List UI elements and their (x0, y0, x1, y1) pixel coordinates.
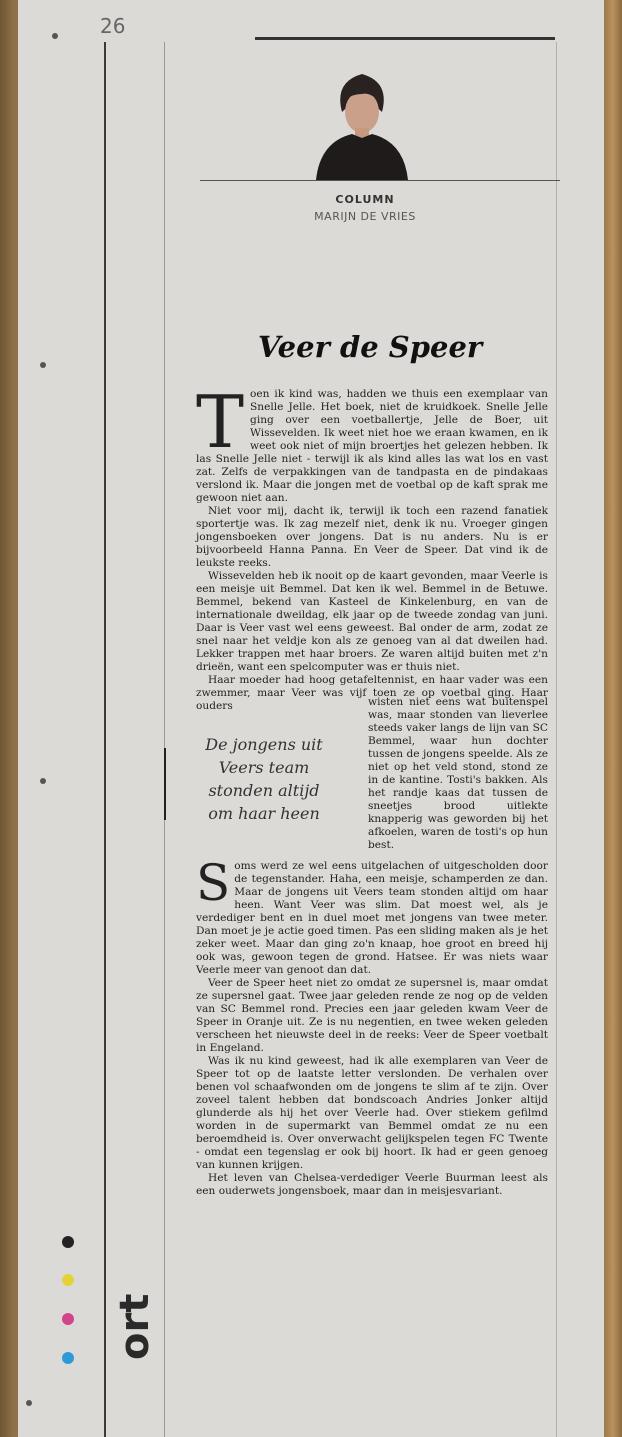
pullquote: De jongens uit Veers team stonden altijd om haar heen (205, 735, 323, 823)
column-rule (104, 42, 106, 1437)
background-edge (0, 0, 18, 1437)
article-body-intro (196, 380, 548, 713)
paragraph: Niet voor mij, dacht ik, terwijl ik toch een razend fanatiek sportertje was. Ik zag mezelf niet, denk ik nu. Vroeger gingen jongensboeken over jongens. Dat is nu anders. Nu is er bijvoorbeeld Hanna Panna. En Veer de Speer. Dat vind ik de leukste reeks. (196, 505, 548, 569)
pullquote-rule (164, 748, 166, 820)
section-label: ort (112, 1293, 158, 1360)
punch-hole (40, 362, 46, 368)
print-register-dot (62, 1313, 74, 1325)
article-body-narrow (368, 696, 548, 852)
author-name: MARIJN DE VRIES (314, 210, 416, 223)
print-register-dot (62, 1236, 74, 1248)
paragraph: wisten niet eens wat buitenspel was, maar stonden van lieverlee steeds vaker langs de lijn van SC Bemmel, waar hun dochter tussen de jongens speelde. Als ze niet op het veld stond, stond ze in de kantine. Tosti's bakken. Als het randje kaas dat tussen de sneetjes brood uitlekte knapperig was geworden bij het afkoelen, waren de tosti's op hun best. (368, 696, 548, 851)
paragraph: Haar moeder had hoog getafeltennist, en haar vader was een zwemmer, maar Veer was vijf toen ze op voetbal ging. Haar ouders (196, 674, 548, 712)
table-surface (604, 0, 622, 1437)
drop-cap: S (196, 854, 231, 912)
paragraph: oen ik kind was, hadden we thuis een exemplaar van Snelle Jelle. Het boek, niet de kruidkoek. Snelle Jelle ging over een voetballertje, Jelle de Boer, uit Wisseveldеn. Ik weet niet hoe we eraan kwamen, en ik weet ook niet of mijn broertjes het gelezen hebben. Ik las Snelle Jelle niet - terwijl ik als kind alles las wat los en vast zat. Zelfs de verpakkingen van de tandpasta en de pindakaas verslond ik. Maar die jongen met de voetbal op de kaft sprak me gewoon niet aan. (196, 388, 548, 504)
article-body-part2 (196, 854, 548, 1198)
punch-hole (26, 1400, 32, 1406)
drop-cap: T (196, 380, 245, 464)
headline-rule (200, 180, 560, 181)
page-number: 26 (100, 14, 126, 38)
column-kicker: COLUMN (335, 193, 395, 206)
paragraph: Het leven van Chelsea-verdediger Veerle Buurman leest als een ouderwets jongensboek, maar dan in meisjesvariant. (196, 1172, 548, 1197)
paragraph: Wisseveldеn heb ik nooit op de kaart gevonden, maar Veerle is een meisje uit Bemmel. Dat ken ik wel. Bemmel in de Betuwe. Bemmel, bekend van Kasteel de Kinkelenburg, en van de internationale dweildag, elk jaar op de tweede zondag van juni. Daar is Veer vast wel eens geweest. Bal onder de arm, zodat ze snel naar het veldje kon als ze genoeg van al dat dweilen had. Lekker trappen met haar broers. Ze waren altijd buiten met z'n drieën, want een spelcomputer was er thuis niet. (196, 570, 548, 673)
punch-hole (40, 778, 46, 784)
author-photo (312, 62, 412, 180)
column-rule (164, 42, 165, 1437)
column-rule (556, 42, 557, 1437)
print-register-dot (62, 1274, 74, 1286)
print-register-dot (62, 1352, 74, 1364)
paragraph: Was ik nu kind geweest, had ik alle exemplaren van Veer de Speer tot op de laatste letter verslonden. De verhalen over benen vol schaafwonden om de jongens te slim af te zijn. Over zoveel talent hebben dat bondscoach Andries Jonker altijd glunderde als hij het over Veerle had. Over stiekem gefilmd worden in de supermarkt van Bemmel omdat ze nu een beroemdheid is. Over onverwacht gelijkspelen tegen FC Twente - omdat een tegenslag er ook bij hoort. Ik had er geen genoeg van kunnen krijgen. (196, 1055, 548, 1171)
paragraph: Veer de Speer heet niet zo omdat ze supersnel is, maar omdat ze supersnel gaat. Twee jaar geleden rende ze nog op de velden van SC Bemmel rond. Precies een jaar geleden kwam Veer de Speer in Oranje uit. Ze is nu negentien, en twee weken geleden verscheen het nieuwste deel in de reeks: Veer de Speer voetbalt in Engeland. (196, 977, 548, 1054)
punch-hole (52, 33, 58, 39)
paragraph: oms werd ze wel eens uitgelachen of uitgescholden door de tegenstander. Haha, een meisje, schamperden ze dan. Maar de jongens uit Veers team stonden altijd om haar heen. Want Veer was slim. Dat moest wel, als je verdediger bent en in duel moet met jongens van twee meter. Dan moet je je actie goed timen. Pas een sliding maken als je het zeker weet. Maar dan ging zo'n knaap, hoe groot en breed hij ook was, gewoon tegen de grond. Hatsee. Er was niets waar Veerle meer van genoot dan dat. (196, 860, 548, 976)
headline: Veer de Speer (257, 330, 483, 364)
header-rule (255, 37, 555, 40)
